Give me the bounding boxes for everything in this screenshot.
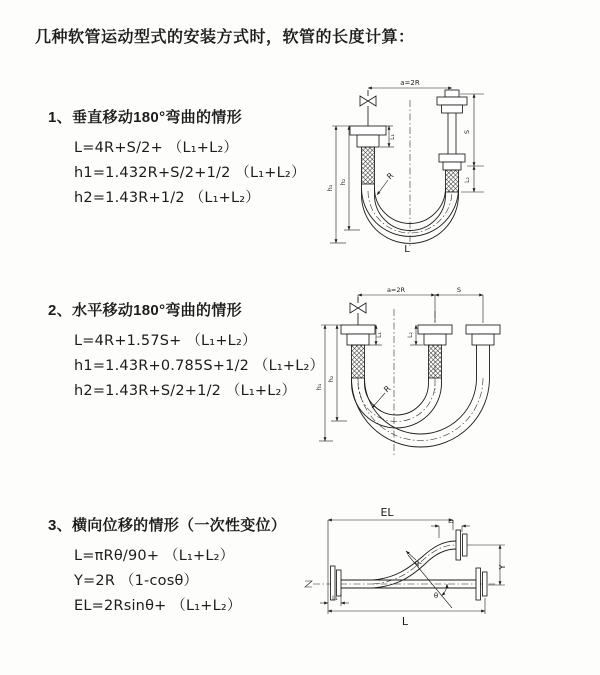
page-title: 几种软管运动型式的安装方式时，软管的长度计算： (35, 29, 415, 46)
section-3-heading: 3、横向位移的情形（一次性变位） (48, 517, 287, 534)
section-lateral (48, 514, 286, 619)
dim-label-h2: h₂ (339, 178, 347, 186)
dim-label-l2: L₂ (407, 332, 414, 338)
upper-flange (456, 530, 467, 560)
diagram-horizontal-180 (305, 281, 595, 463)
formula-1-3: h2=1.43R+1/2 （L₁+L₂） (74, 190, 260, 206)
dim-label-l1: L₁ (376, 332, 383, 338)
angle-label: θ (433, 592, 439, 600)
axis-break-mark (305, 581, 312, 587)
radius-callout (372, 384, 393, 408)
radius-label: R (385, 170, 396, 182)
radius-label: R (412, 558, 424, 569)
right-pipe (437, 90, 467, 195)
left-fitting (350, 126, 386, 147)
dim-label-a2r: a=2R (400, 79, 420, 87)
section-1-heading: 1、垂直移动180°弯曲的情形 (48, 109, 242, 126)
dim-label-l1: L₁ (332, 595, 338, 602)
dim-label-h1: h₁ (326, 184, 334, 192)
length-label: L (404, 244, 410, 255)
left-hose (362, 147, 375, 195)
dim-label-s: S (456, 286, 462, 294)
diagram-lateral (295, 498, 595, 658)
dim-label-a2r: a=2R (386, 286, 406, 294)
section-2-heading: 2、水平移动180°弯曲的情形 (48, 302, 242, 319)
diagram-vertical-180 (316, 76, 576, 262)
formula-3-1: L=πRθ/90+ （L₁+L₂） (74, 548, 235, 564)
dimension-s (435, 286, 483, 295)
dim-label-y: Y (498, 564, 507, 570)
formula-1-2: h1=1.432R+S/2+1/2 （L₁+L₂） (74, 165, 306, 181)
dim-label-h1: h₁ (315, 383, 323, 391)
dimension-l (328, 598, 485, 628)
valve-icon (350, 297, 366, 325)
radius-label: R (382, 383, 393, 395)
formula-1-1: L=4R+S/2+ （L₁+L₂） (74, 140, 239, 156)
formula-2-2: h1=1.43R+0.785S+1/2 （L₁+L₂） (74, 358, 325, 374)
right-pipe-shifted (466, 325, 500, 378)
formula-3-2: Y=2R （1-cosθ） (74, 573, 199, 589)
dimension-h2 (327, 325, 347, 421)
dimension-l2 (461, 166, 484, 192)
radius-callout (406, 551, 424, 568)
dim-label-l2: L₂ (448, 518, 454, 525)
formula-3-3: EL=2Rsinθ+ （L₁+L₂） (74, 598, 242, 614)
valve-icon (360, 90, 376, 126)
section-horizontal-180 (48, 299, 324, 404)
dim-label-h2: h₂ (327, 375, 335, 383)
formula-2-3: h2=1.43R+S/2+1/2 （L₁+L₂） (74, 383, 297, 399)
middle-pipe (418, 325, 452, 383)
dim-label-l2: L₂ (464, 177, 471, 183)
radius-callout (377, 171, 396, 195)
dimension-a2r (358, 286, 483, 323)
formula-2-1: L=4R+1.57S+ （L₁+L₂） (74, 333, 257, 349)
dim-label-s: S (463, 129, 471, 135)
u-bend-arcs (352, 378, 490, 447)
dim-label-l1: L₁ (389, 134, 396, 140)
dimension-l1 (320, 594, 349, 606)
dimension-a2r (368, 79, 452, 88)
dim-label-l: L (401, 615, 409, 628)
dim-label-el: EL (380, 506, 394, 519)
left-pipe (341, 325, 375, 383)
section-vertical-180 (48, 106, 306, 211)
